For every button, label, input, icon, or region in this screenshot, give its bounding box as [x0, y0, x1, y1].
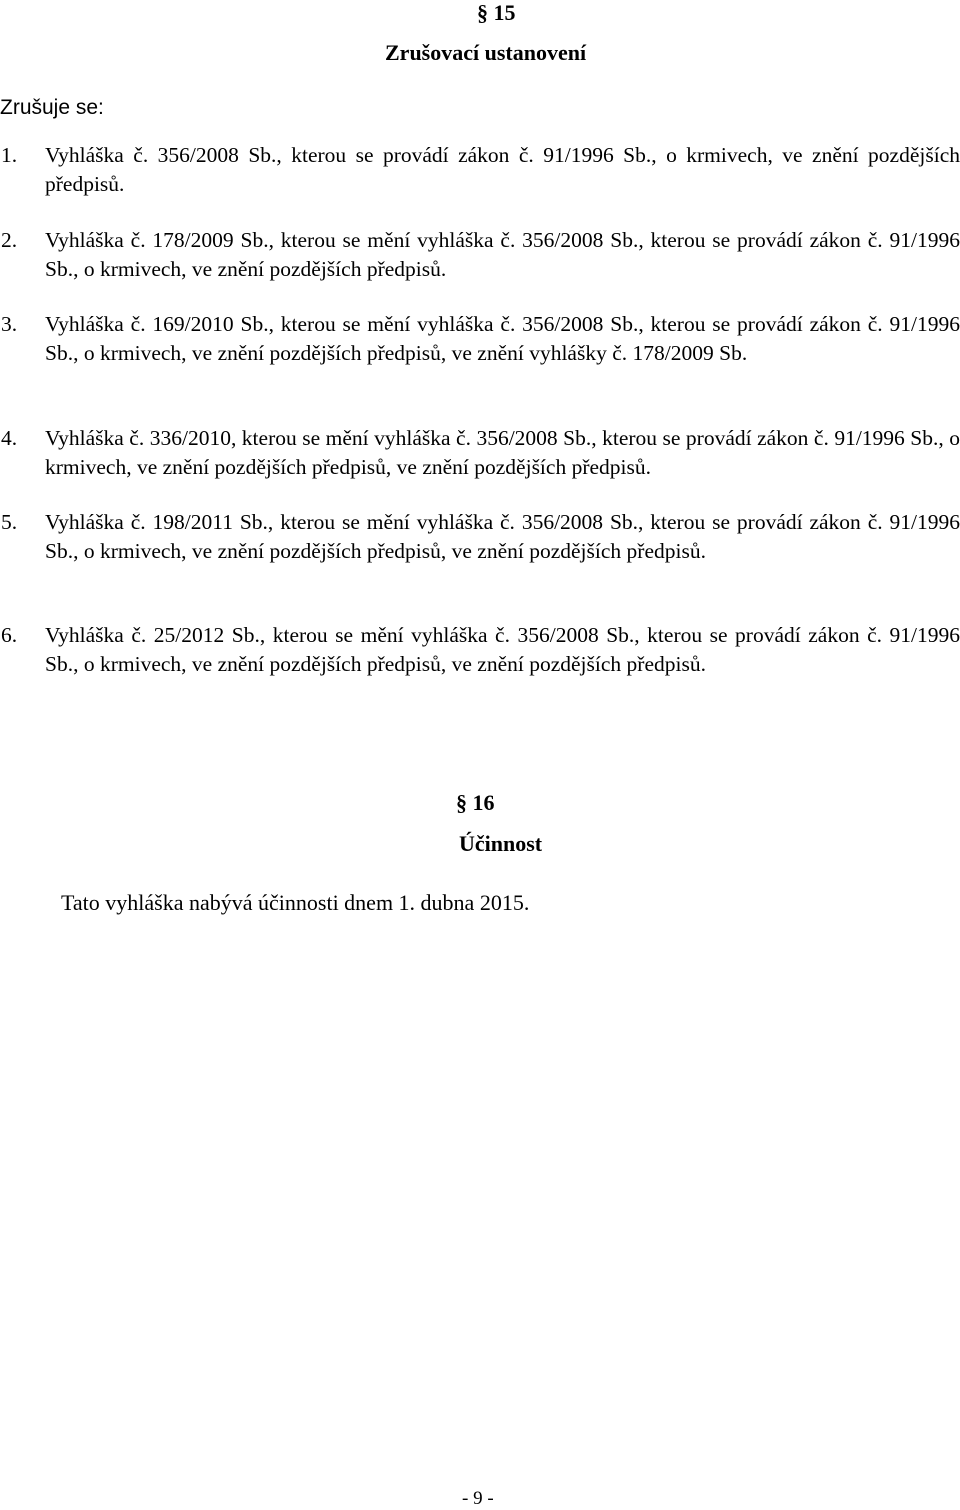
section-16-number: § 16 — [456, 790, 495, 815]
list-item — [0, 424, 960, 482]
effective-date-text: Tato vyhláška nabývá účinnosti dnem 1. dubna 2015. — [61, 890, 530, 915]
list-item — [0, 621, 960, 679]
list-item — [0, 226, 960, 284]
list-item-number: 5. — [1, 510, 18, 534]
section-15-title: Zrušovací ustanovení — [385, 40, 587, 65]
page-number: - 9 - — [462, 1488, 494, 1509]
section-15-number: § 15 — [477, 0, 516, 25]
list-item — [0, 141, 960, 199]
list-item — [0, 508, 960, 566]
list-item-text: Vyhláška č. 198/2011 Sb., kterou se mění vyhláška č. 356/2008 Sb., kterou se provádí zákon č. 91/1996 Sb., o krmivech, ve znění pozdějších předpisů, ve znění pozdějších předpisů. — [45, 510, 960, 563]
list-item — [0, 310, 960, 368]
list-item-text: Vyhláška č. 356/2008 Sb., kterou se provádí zákon č. 91/1996 Sb., o krmivech, ve znění pozdějších předpisů. — [45, 143, 960, 196]
list-item-text: Vyhláška č. 169/2010 Sb., kterou se mění vyhláška č. 356/2008 Sb., kterou se provádí zákon č. 91/1996 Sb., o krmivech, ve znění pozdějších předpisů, ve znění vyhlášky č. 178/2009 Sb. — [45, 312, 960, 365]
list-item-text: Vyhláška č. 336/2010, kterou se mění vyhláška č. 356/2008 Sb., kterou se provádí zákon č. 91/1996 Sb., o krmivech, ve znění pozdějších předpisů, ve znění pozdějších předpisů. — [45, 426, 960, 479]
repeal-intro: Zrušuje se: — [0, 96, 104, 119]
list-item-number: 2. — [1, 228, 18, 252]
list-item-number: 6. — [1, 623, 18, 647]
section-16-title: Účinnost — [459, 831, 543, 856]
list-item-number: 1. — [1, 143, 18, 167]
list-item-text: Vyhláška č. 178/2009 Sb., kterou se mění vyhláška č. 356/2008 Sb., kterou se provádí zákon č. 91/1996 Sb., o krmivech, ve znění pozdějších předpisů. — [45, 228, 960, 281]
list-item-number: 4. — [1, 426, 18, 450]
list-item-number: 3. — [1, 312, 18, 336]
list-item-text: Vyhláška č. 25/2012 Sb., kterou se mění vyhláška č. 356/2008 Sb., kterou se provádí zákon č. 91/1996 Sb., o krmivech, ve znění pozdějších předpisů, ve znění pozdějších předpisů. — [45, 623, 960, 676]
